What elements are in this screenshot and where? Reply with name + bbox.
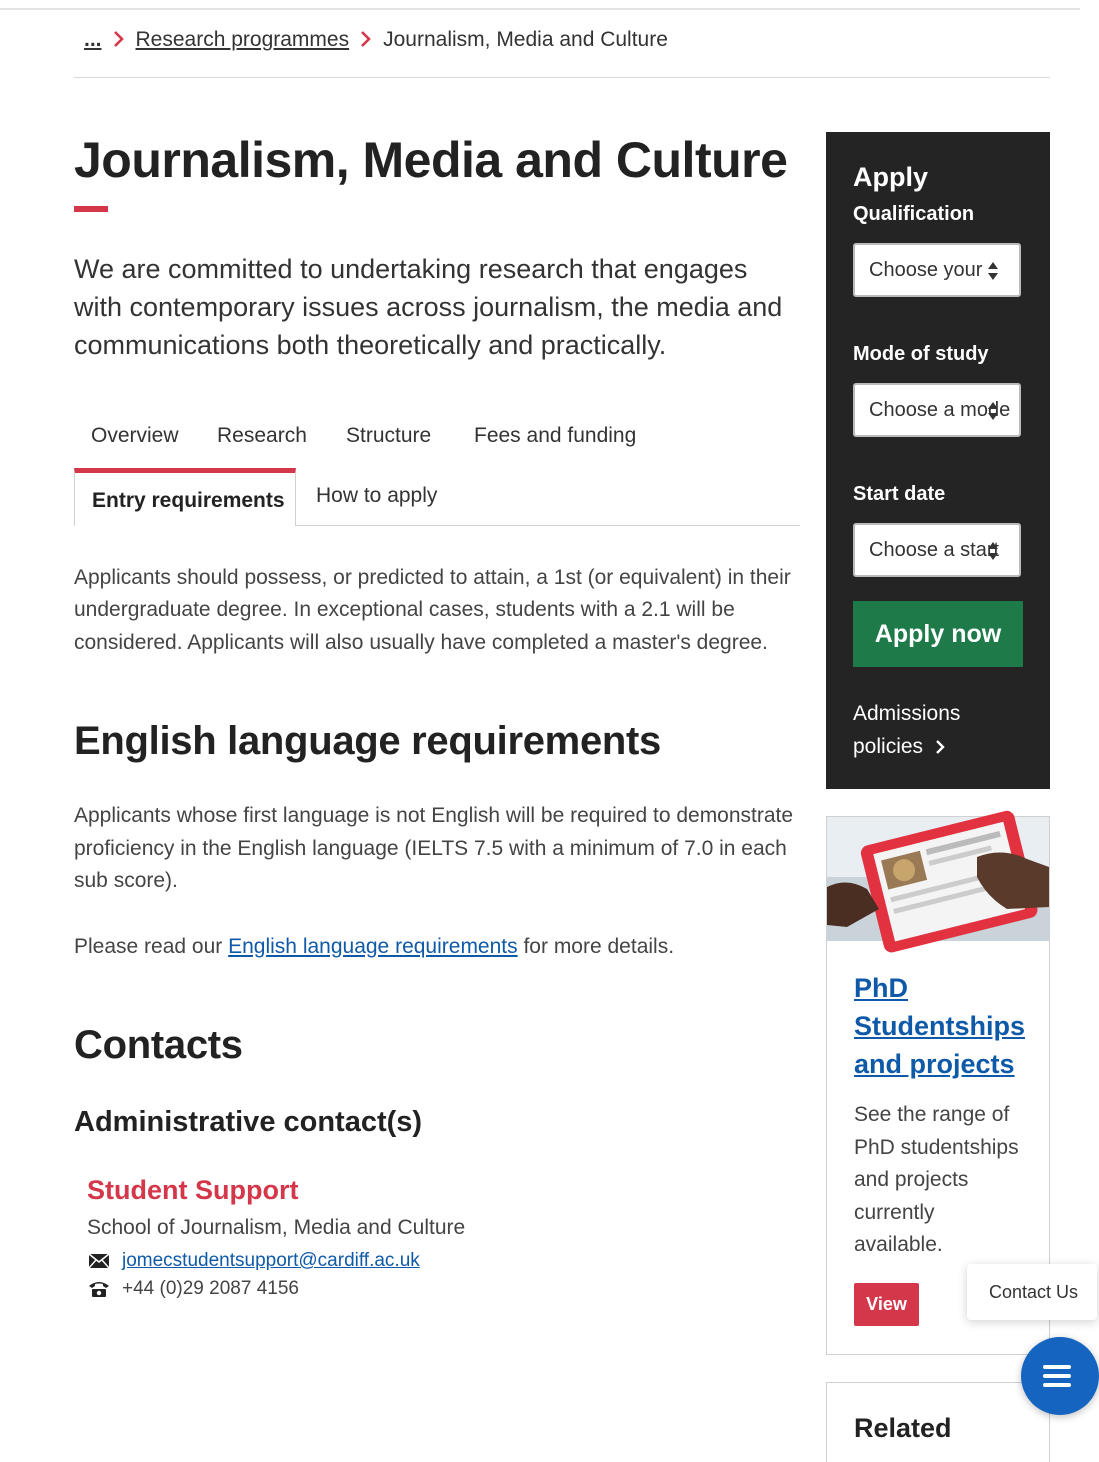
contact-name: Student Support (87, 1175, 299, 1205)
breadcrumb-ellipsis-link[interactable]: ... (84, 28, 102, 51)
apply-title: Apply (853, 162, 929, 192)
mode-of-study-label: Mode of study (853, 343, 989, 365)
phone-icon (87, 1280, 111, 1298)
start-date-selected-value: Choose a start (869, 539, 1000, 561)
phd-studentships-link[interactable]: PhD Studentships and projects (854, 973, 1026, 1079)
breadcrumb-current: Journalism, Media and Culture (383, 28, 668, 51)
related-card (826, 1382, 1050, 1462)
tabs-divider (296, 525, 800, 526)
breadcrumb (74, 28, 1050, 78)
menu-icon (1043, 1364, 1071, 1388)
read-more-suffix: for more details. (517, 934, 675, 958)
programme-tabs (74, 408, 800, 526)
tablet-photo-image (827, 817, 1049, 941)
qualification-select[interactable] (853, 243, 1021, 297)
chevron-right-icon (349, 28, 383, 52)
start-date-select[interactable] (853, 523, 1021, 577)
tab-research[interactable]: Research (217, 423, 307, 447)
tab-how-to-apply[interactable]: How to apply (316, 483, 438, 507)
read-more-prefix: Please read our (74, 934, 229, 958)
english-language-text: Applicants whose first language is not English will be required to demonstrate proficiency in the English language (IELTS 7.5 with a minimum of 7.0 in each sub score). (74, 804, 794, 892)
admissions-policies-label: Admissions policies (853, 702, 961, 758)
apply-now-button[interactable]: Apply now (853, 601, 1023, 667)
contact-school: School of Journalism, Media and Culture (87, 1216, 466, 1239)
qualification-label: Qualification (853, 203, 975, 225)
tab-overview[interactable]: Overview (91, 423, 179, 447)
contact-phone: +44 (0)29 2087 4156 (122, 1278, 299, 1299)
administrative-contacts-heading: Administrative contact(s) (74, 1106, 423, 1138)
related-title: Related (854, 1413, 952, 1443)
sort-arrows-icon (987, 401, 999, 427)
mode-of-study-selected-value: Choose a mode (869, 399, 1011, 421)
breadcrumb-research-programmes-link[interactable]: Research programmes (135, 28, 350, 51)
top-divider (0, 8, 1080, 10)
entry-requirements-text: Applicants should possess, or predicted to attain, a 1st (or equivalent) in their undergraduate degree. In exceptional cases, students with a 2.1 will be considered. Applicants will also usually have completed a master's degree. (74, 565, 791, 654)
tab-fees-and-funding[interactable]: Fees and funding (474, 423, 637, 447)
sort-arrows-icon (987, 261, 999, 287)
admissions-policies-link[interactable] (853, 697, 983, 763)
english-language-read-more (74, 931, 800, 964)
qualification-selected-value: Choose your (869, 259, 983, 281)
apply-panel (826, 132, 1050, 789)
chevron-right-icon (935, 739, 945, 755)
tab-structure[interactable]: Structure (346, 423, 432, 447)
start-date-label: Start date (853, 483, 946, 505)
contact-email-link[interactable]: jomecstudentsupport@cardiff.ac.uk (122, 1250, 420, 1271)
phd-description: See the range of PhD studentships and projects currently available. (854, 1103, 1019, 1256)
chevron-right-icon (102, 28, 136, 52)
menu-fab-button[interactable] (1021, 1337, 1099, 1415)
contacts-heading: Contacts (74, 1023, 243, 1067)
view-button[interactable]: View (854, 1283, 919, 1326)
title-accent-rule (74, 206, 108, 212)
sort-arrows-icon (987, 541, 999, 567)
page-title: Journalism, Media and Culture (74, 132, 788, 188)
contact-email-row (87, 1250, 800, 1272)
main-content (74, 132, 800, 1300)
contact-phone-row (87, 1278, 800, 1300)
contact-card (87, 1175, 800, 1300)
page-lead: We are committed to undertaking research that engages with contemporary issues across journalism, the media and communications both theoretically and practically. (74, 253, 783, 360)
tab-entry-requirements[interactable]: Entry requirements (74, 468, 296, 526)
envelope-icon (87, 1253, 111, 1269)
mode-of-study-select[interactable] (853, 383, 1021, 437)
english-language-heading: English language requirements (74, 719, 661, 763)
english-language-requirements-link[interactable]: English language requirements (228, 934, 518, 958)
contact-us-button[interactable]: Contact Us (967, 1264, 1097, 1320)
